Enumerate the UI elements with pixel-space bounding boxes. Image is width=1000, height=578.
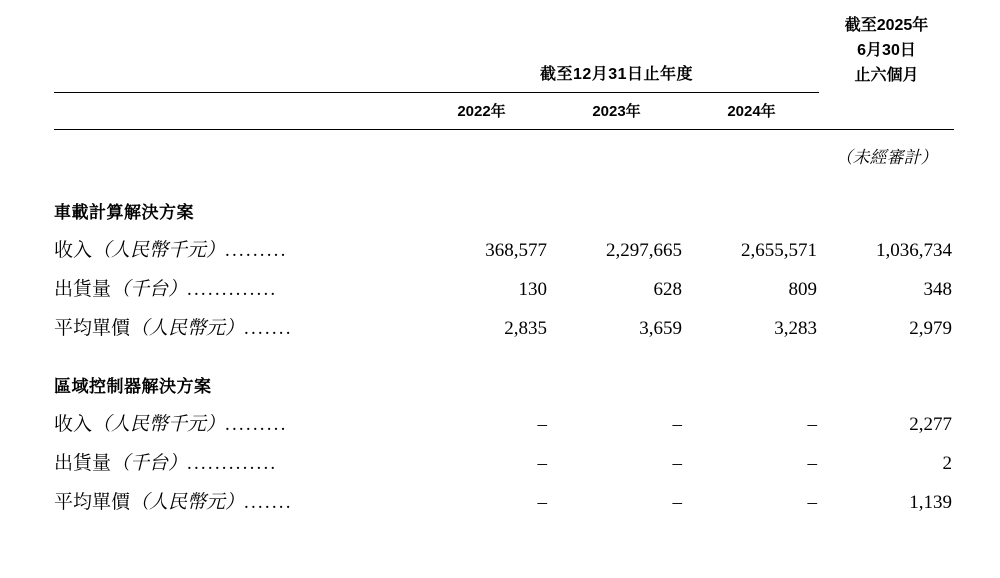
row-leader-dots: ....... [244, 317, 293, 339]
header-last-line1: 截至2025年 [844, 17, 929, 34]
row-label-revenue-zc [54, 399, 414, 438]
header-period-span: 截至12月31日止年度 [539, 65, 694, 83]
cell-revenue-zc-2024: – [807, 413, 818, 435]
table-row [54, 303, 954, 342]
row-label-text: 平均單價 [54, 317, 131, 339]
cell-asp-vc-interim: 2,979 [909, 317, 953, 339]
cell-shipments-vc-2022: 130 [518, 278, 547, 300]
row-label-text: 平均單價 [54, 491, 131, 513]
cell-shipments-zc-2023: – [672, 452, 682, 474]
table-header-years [54, 92, 954, 128]
row-label-unit: （人民幣元） [130, 317, 245, 339]
cell-asp-vc-2022: 2,835 [504, 317, 547, 339]
row-leader-dots: ......... [225, 239, 288, 261]
row-label-unit: （人民幣千元） [92, 239, 226, 261]
header-year-2023: 2023年 [592, 102, 641, 120]
row-label-text: 收入 [54, 413, 93, 435]
years-blank-last [819, 92, 954, 128]
row-leader-dots: ....... [244, 491, 293, 513]
row-label-asp-zc [54, 477, 414, 516]
section-title-row [54, 342, 954, 399]
cell-shipments-vc-2023: 628 [653, 278, 682, 300]
section-title-vehicle-computing: 車載計算解決方案 [54, 202, 194, 222]
cell-revenue-vc-interim: 1,036,734 [876, 239, 953, 261]
cell-asp-zc-2022: – [537, 491, 547, 513]
section-title-zonal-controller: 區域控制器解決方案 [54, 376, 212, 396]
cell-shipments-vc-2024: 809 [788, 278, 818, 300]
cell-shipments-zc-interim: 2 [942, 452, 953, 474]
table-header-note [54, 129, 954, 168]
cell-revenue-vc-2023: 2,297,665 [606, 239, 682, 261]
row-label-unit: （人民幣元） [130, 491, 245, 513]
header-last-column [819, 14, 954, 92]
table-header-top [54, 14, 954, 91]
financial-table [54, 14, 954, 516]
row-leader-dots: ............. [187, 452, 278, 474]
cell-asp-zc-2023: – [672, 491, 682, 513]
table-row [54, 264, 954, 303]
cell-shipments-zc-2022: – [537, 452, 547, 474]
cell-revenue-vc-2024: 2,655,571 [741, 239, 818, 261]
section-title-row [54, 168, 954, 225]
header-last-line3: 止六個月 [854, 66, 919, 84]
row-label-unit: （人民幣千元） [92, 413, 226, 435]
header-year-2022: 2022年 [457, 102, 506, 120]
row-label-shipments-zc [54, 438, 414, 477]
cell-asp-zc-interim: 1,139 [909, 491, 953, 513]
row-label-text: 收入 [54, 239, 93, 261]
cell-asp-zc-2024: – [807, 491, 818, 513]
cell-shipments-vc-interim: 348 [923, 278, 953, 300]
cell-revenue-zc-2023: – [672, 413, 682, 435]
cell-asp-vc-2024: 3,283 [774, 317, 818, 339]
unaudited-note: （未經審計） [835, 147, 938, 167]
cell-revenue-vc-2022: 368,577 [485, 239, 547, 261]
table-row [54, 225, 954, 264]
header-blank [54, 14, 414, 91]
header-year-2024: 2024年 [727, 102, 776, 120]
table-row [54, 399, 954, 438]
cell-shipments-zc-2024: – [807, 452, 818, 474]
row-label-shipments-vc [54, 264, 414, 303]
cell-asp-vc-2023: 3,659 [639, 317, 682, 339]
row-label-revenue-vc [54, 225, 414, 264]
header-last-line2: 6月30日 [857, 41, 916, 59]
row-leader-dots: ............. [187, 278, 278, 300]
row-label-text: 出貨量 [54, 278, 112, 300]
table-row [54, 438, 954, 477]
row-label-text: 出貨量 [54, 452, 112, 474]
cell-revenue-zc-2022: – [537, 413, 547, 435]
row-leader-dots: ......... [225, 413, 288, 435]
row-label-unit: （千台） [111, 452, 188, 474]
row-label-unit: （千台） [111, 278, 188, 300]
cell-revenue-zc-interim: 2,277 [909, 413, 953, 435]
row-label-asp-vc [54, 303, 414, 342]
table-row [54, 477, 954, 516]
years-blank [54, 92, 414, 128]
